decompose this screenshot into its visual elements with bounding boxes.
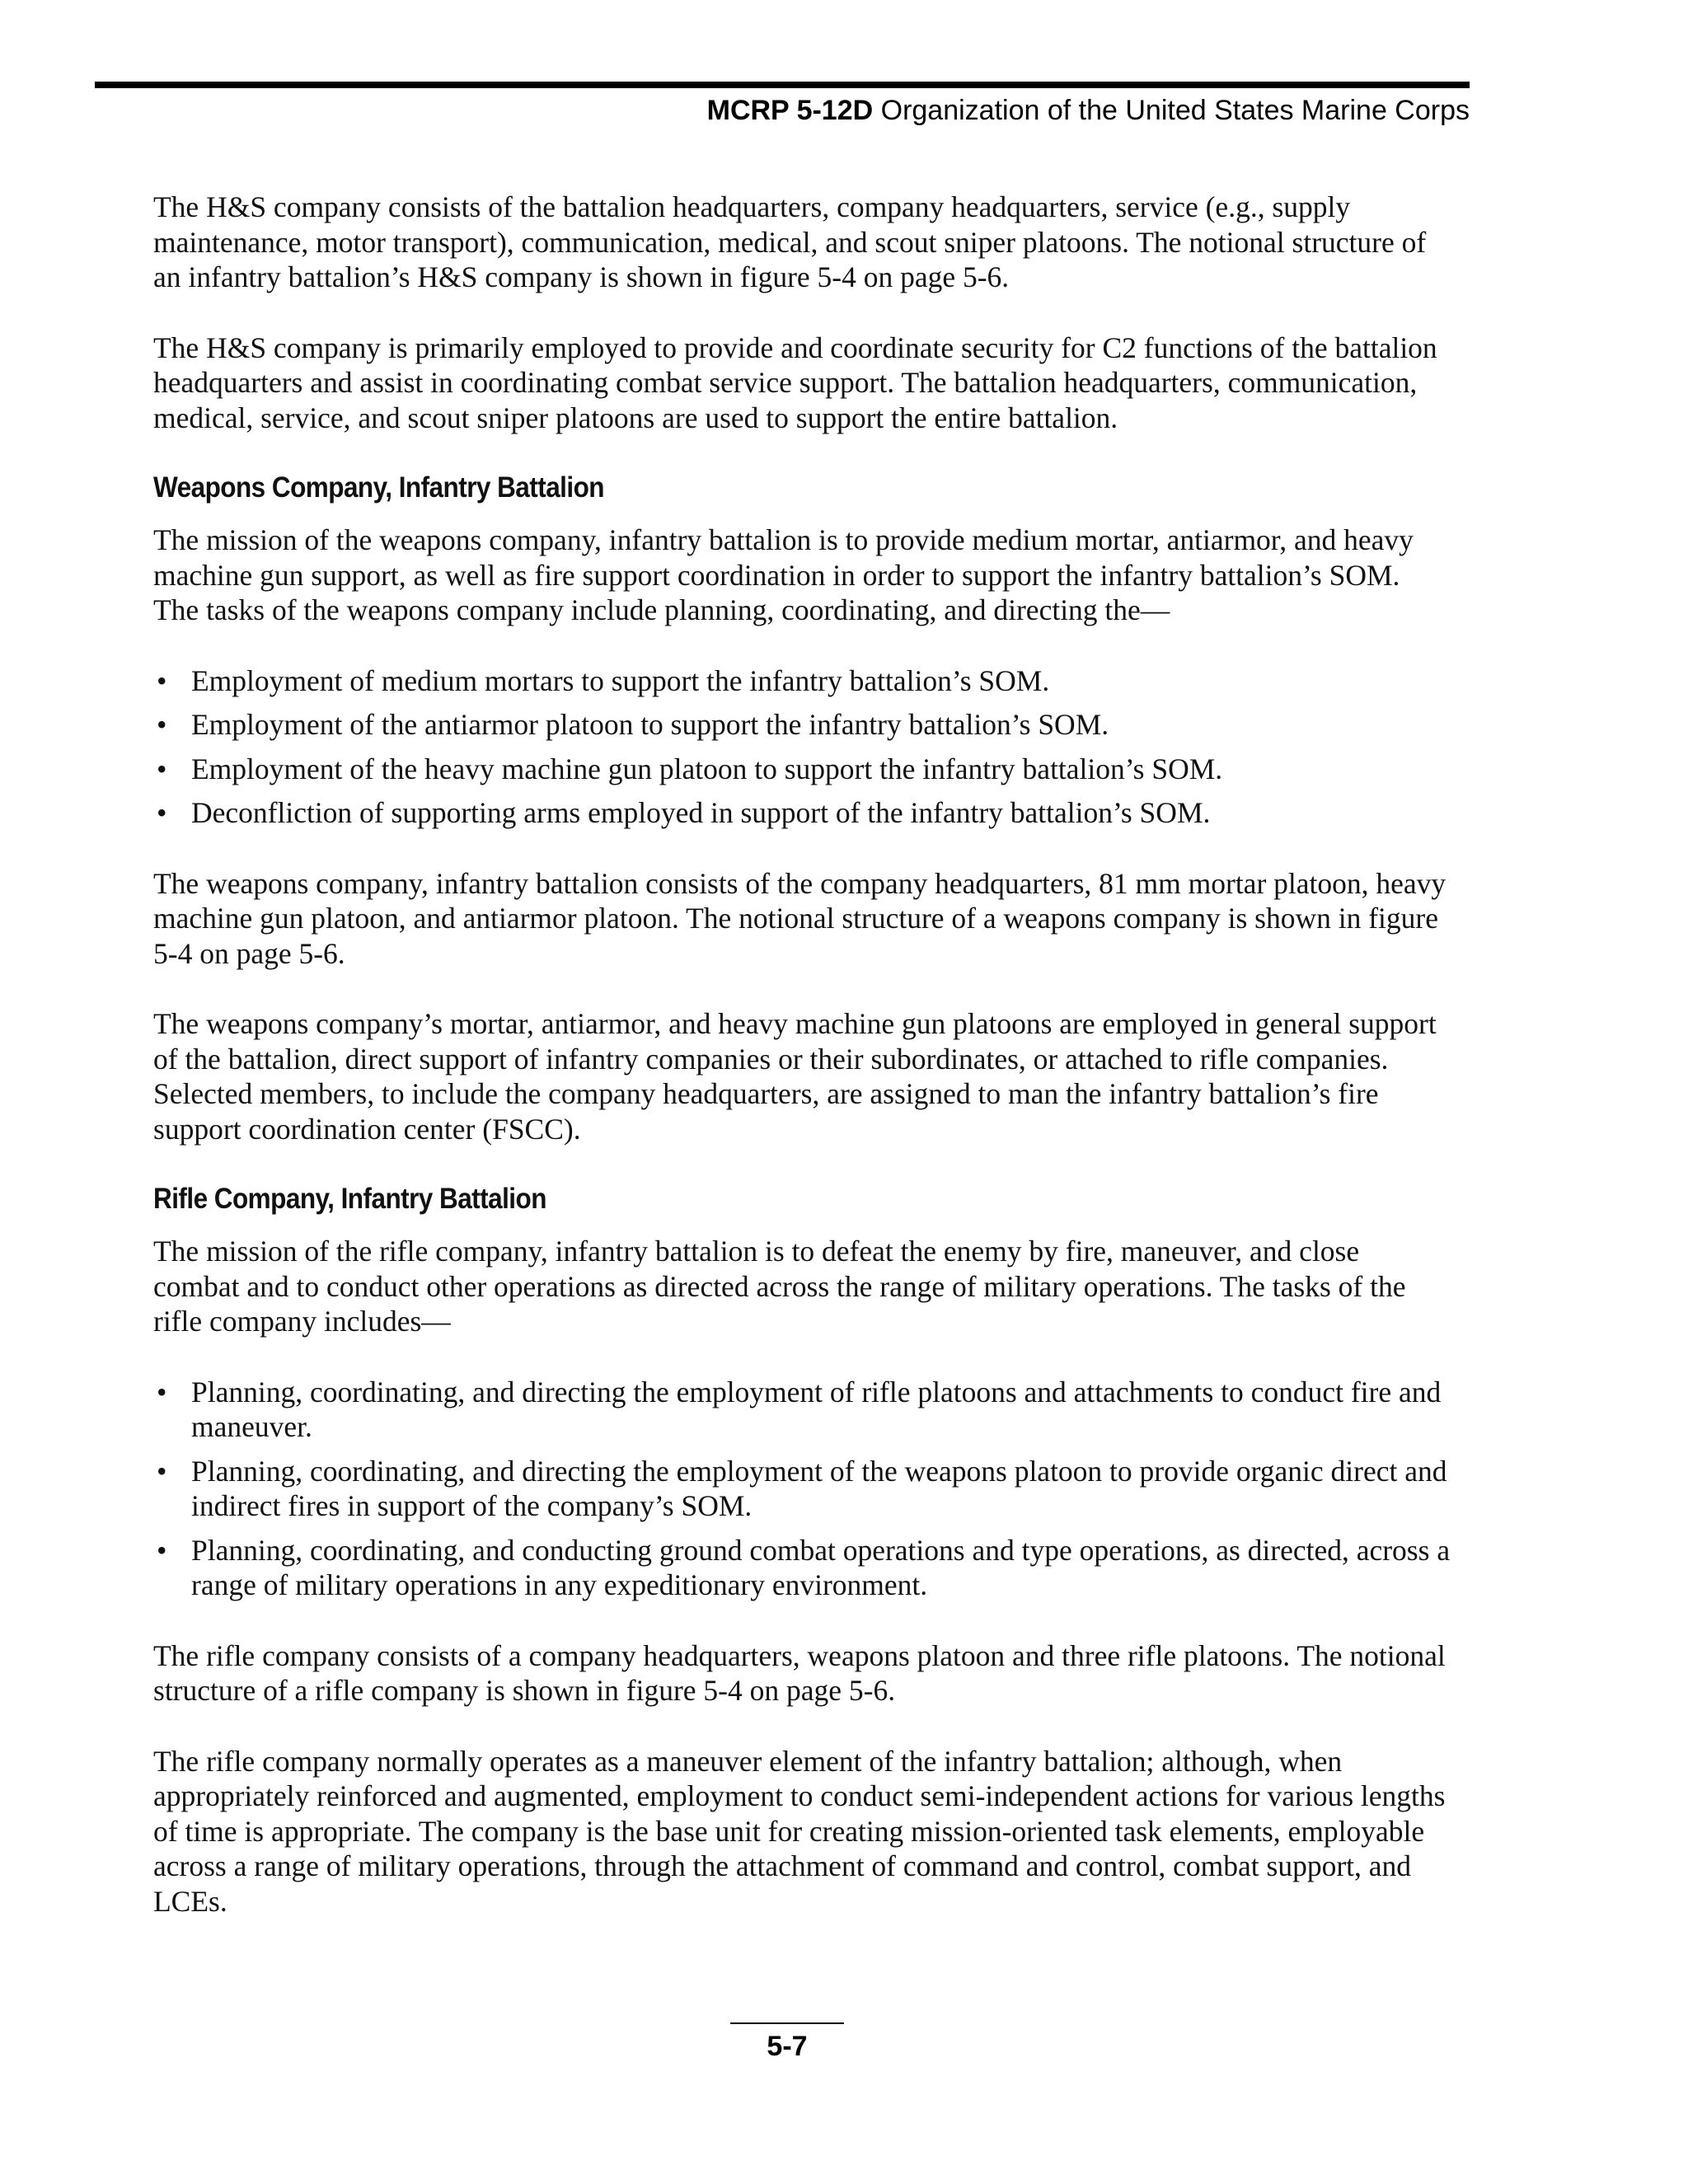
bullet-glyph: • <box>157 1375 167 1408</box>
list-item-text: Employment of the heavy machine gun platoon to support the infantry battalion’s SOM. <box>191 752 1223 785</box>
section-weapons-company <box>153 471 1451 1146</box>
bullet-glyph: • <box>157 1533 167 1567</box>
list-item <box>153 1375 1451 1445</box>
bullet-glyph: • <box>157 796 167 829</box>
page-number: 5-7 <box>767 2031 808 2062</box>
list-item-text: Deconfliction of supporting arms employed in support of the infantry battalion’s SOM. <box>191 796 1211 829</box>
paragraph: The mission of the weapons company, infantry battalion is to provide medium mortar, antiarmor, and heavy machine gun support, as well as fire support coordination in order to support the infantry battalion’s SOM. The tasks of the weapons company include planning, coordinating, and directing the— <box>153 523 1414 626</box>
header-rule <box>95 82 1470 88</box>
section-rifle-company <box>153 1182 1451 1919</box>
list-item <box>153 1533 1451 1603</box>
bullet-glyph: • <box>157 752 167 785</box>
section-heading: Rifle Company, Infantry Battalion <box>153 1183 546 1215</box>
footer-rule <box>730 2022 844 2024</box>
paragraph: The rifle company normally operates as a maneuver element of the infantry battalion; although, when appropriately reinforced and augmented, employment to conduct semi-independent actions for various lengths of time is appropriate. The company is the base unit for creating mission-oriented task elements, employable across a range of military operations, through the attachment of command and control, combat support, and LCEs. <box>153 1744 1446 1918</box>
section-hs-company <box>153 190 1451 435</box>
list-item <box>153 752 1451 787</box>
publication-title: Organization of the United States Marine Corps <box>880 95 1470 126</box>
list-item <box>153 1454 1451 1524</box>
list-item <box>153 795 1451 831</box>
list-item-text: Planning, coordinating, and directing the employment of the weapons platoon to provide organic direct and indirect fires in support of the company’s SOM. <box>191 1454 1447 1522</box>
page-body <box>153 190 1451 1954</box>
paragraph: The H&S company consists of the battalion headquarters, company headquarters, service (e.g., supply maintenance, motor transport), communication, medical, and scout sniper platoons. The notional structure of an infantry battalion’s H&S company is shown in figure 5-4 on page 5-6. <box>153 190 1427 293</box>
bullet-list <box>153 1375 1451 1603</box>
paragraph: The H&S company is primarily employed to provide and coordinate security for C2 functions of the battalion headquarters and assist in coordinating combat service support. The battalion headquarters, communication, medical, service, and scout sniper platoons are used to support the entire battalion. <box>153 330 1437 434</box>
bullet-glyph: • <box>157 708 167 741</box>
bullet-glyph: • <box>157 1454 167 1488</box>
bullet-list <box>153 663 1451 831</box>
bullet-glyph: • <box>157 663 167 697</box>
list-item <box>153 663 1451 699</box>
running-head <box>707 92 1470 129</box>
list-item <box>153 707 1451 743</box>
paragraph: The weapons company’s mortar, antiarmor, and heavy machine gun platoons are employed in general support of the battalion, direct support of infantry companies or their subordinates, or attached to rifle companies. Selected members, to include the company headquarters, are assigned to man the infantry battalion’s fire support coordination center (FSCC). <box>153 1007 1437 1146</box>
list-item-text: Planning, coordinating, and conducting ground combat operations and type operations, as directed, across a range of military operations in any expeditionary environment. <box>191 1533 1451 1601</box>
paragraph: The rifle company consists of a company headquarters, weapons platoon and three rifle platoons. The notional structure of a rifle company is shown in figure 5-4 on page 5-6. <box>153 1638 1446 1707</box>
paragraph: The weapons company, infantry battalion consists of the company headquarters, 81 mm mortar platoon, heavy machine gun platoon, and antiarmor platoon. The notional structure of a weapons company is shown in figure 5-4 on page 5-6. <box>153 866 1447 970</box>
list-item-text: Employment of medium mortars to support the infantry battalion’s SOM. <box>191 663 1050 697</box>
paragraph: The mission of the rifle company, infantry battalion is to defeat the enemy by fire, maneuver, and close combat and to conduct other operations as directed across the range of military operations. The tasks of the rifle company includes— <box>153 1235 1406 1338</box>
section-heading: Weapons Company, Infantry Battalion <box>153 471 605 504</box>
list-item-text: Employment of the antiarmor platoon to support the infantry battalion’s SOM. <box>191 708 1109 741</box>
list-item-text: Planning, coordinating, and directing the employment of rifle platoons and attachments to conduct fire and maneuver. <box>191 1375 1442 1443</box>
publication-id: MCRP 5-12D <box>706 95 874 126</box>
